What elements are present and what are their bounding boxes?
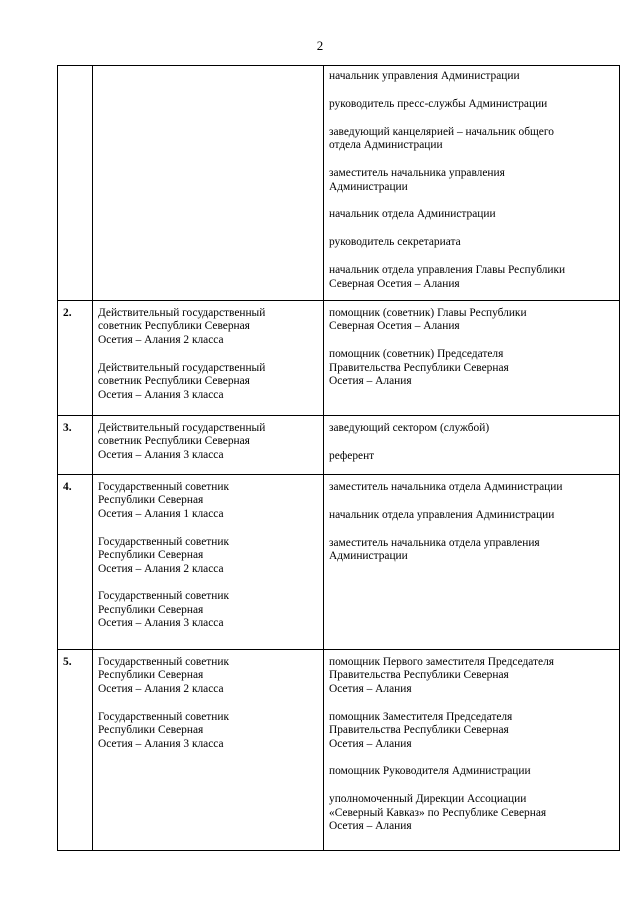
rank-entry: Действительный государственный советник Республики Северная Осетия – Алания 3 класса [98,422,266,461]
positions-cell [324,66,620,301]
table-body [58,66,620,851]
table-row [58,66,620,301]
position-entry: заместитель начальника отдела управления Администрации [329,536,540,563]
position-entry: начальник управления Администрации [329,70,520,82]
position-entry: заведующий сектором (службой) [329,422,490,434]
positions-cell [324,416,620,475]
position-entry: заместитель начальника управления Администрации [329,167,505,193]
position-entry: уполномоченный Дирекции Ассоциации «Северный Кавказ» по Республике Северная Осетия – Алания [329,793,547,833]
rank-entry: Действительный государственный советник Республики Северная Осетия – Алания 3 класса [98,361,266,401]
position-entry: заместитель начальника отдела Администрации [329,481,563,493]
row-number [58,66,93,301]
position-entry: начальник отдела управления Главы Республики Северная Осетия – Алания [329,264,566,290]
table-row [58,650,620,851]
position-entry: руководитель секретариата [329,236,461,249]
rank-entry: Государственный советник Республики Северная Осетия – Алания 3 класса [98,710,230,750]
positions-cell [324,475,620,650]
table-row [58,301,620,416]
row-number: 4. [58,475,93,650]
positions-cell [324,301,620,416]
row-number: 3. [58,416,93,475]
rank-cell [93,301,324,416]
rank-entry: Государственный советник Республики Северная Осетия – Алания 3 класса [98,590,230,630]
row-number: 5. [58,650,93,851]
position-entry: помощник (советник) Главы Республики Северная Осетия – Алания [329,307,527,333]
rank-entry: Государственный советник Республики Северная Осетия – Алания 2 класса [98,656,230,695]
position-entry: заведующий канцелярией – начальник общего отдела Администрации [329,125,554,152]
table-row [58,475,620,650]
rank-cell [93,650,324,851]
positions-cell [324,650,620,851]
table-row [58,416,620,475]
position-entry: начальник отдела Администрации [329,208,496,221]
position-entry: начальник отдела управления Администрации [329,508,555,521]
position-entry: помощник Заместителя Председателя Правительства Республики Северная Осетия – Алания [329,710,513,750]
position-entry: помощник Первого заместителя Председателя Правительства Республики Северная Осетия – Алания [329,656,554,695]
row-number: 2. [58,301,93,416]
rank-cell [93,416,324,475]
rank-entry: Действительный государственный советник Республики Северная Осетия – Алания 2 класса [98,307,266,346]
position-entry: помощник Руководителя Администрации [329,765,531,778]
rank-cell [93,475,324,650]
rank-entry: Государственный советник Республики Северная Осетия – Алания 2 класса [98,535,230,575]
position-entry: референт [329,449,375,462]
rank-cell [93,66,324,301]
position-entry: руководитель пресс-службы Администрации [329,97,548,110]
page-number: 2 [316,38,324,53]
position-entry: помощник (советник) Председателя Правительства Республики Северная Осетия – Алания [329,348,509,388]
positions-table [57,65,620,851]
rank-entry: Государственный советник Республики Северная Осетия – Алания 1 класса [98,481,230,520]
